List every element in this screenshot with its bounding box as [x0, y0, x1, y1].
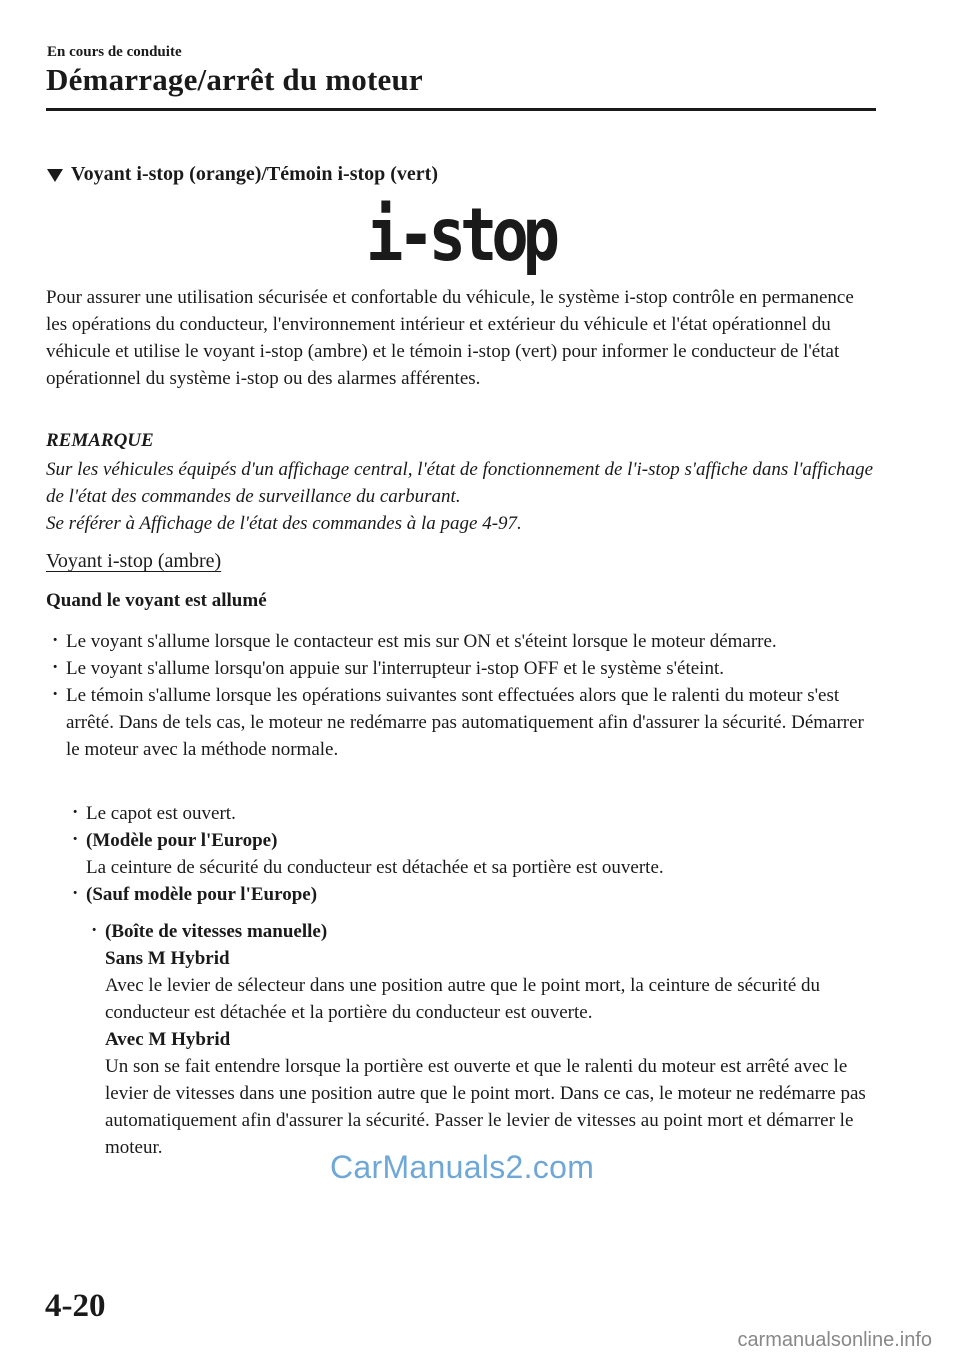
bullet-list-level1 — [46, 628, 880, 763]
list-item-title: · (Boîte de vitesses manuelle) — [105, 921, 328, 942]
list-item: · Le voyant s'allume lorsque le contacteur est mis sur ON et s'éteint lorsque le moteur démarre. — [46, 628, 880, 655]
i-stop-logo-text: i-stop — [366, 192, 554, 278]
list-item-subtitle: Avec M Hybrid — [105, 1029, 231, 1050]
list-item-text: Un son se fait entendre lorsque la portière est ouverte et que le ralenti du moteur est arrêté avec le levier de vitesses dans une position autre que le point mort. Dans ce cas, le moteur ne redémarre pas automatiquement afin d'assurer la sécurité. Passer le levier de vitesses au point mort et démarrer le moteur. — [105, 1056, 866, 1158]
section-heading — [47, 163, 438, 186]
subheading-amber: Voyant i-stop (ambre) — [46, 550, 222, 572]
list-item-text: Avec le levier de sélecteur dans une position autre que le point mort, la ceinture de sécurité du conducteur est détachée et la portière du conducteur est ouverte. — [105, 975, 821, 1023]
bullet-list-level2 — [66, 800, 880, 908]
header-section-label: En cours de conduite — [47, 44, 182, 60]
list-item: · Le voyant s'allume lorsqu'on appuie sur l'interrupteur i-stop OFF et le système s'éteint. — [46, 655, 880, 682]
list-item: · Le capot est ouvert. — [66, 800, 880, 827]
i-stop-indicator-icon — [366, 192, 554, 278]
remark-body — [46, 456, 876, 537]
list-item-subtitle: Sans M Hybrid — [105, 948, 230, 969]
list-item-title: · (Sauf modèle pour l'Europe) — [86, 884, 318, 905]
page-number: 4-20 — [45, 1288, 106, 1324]
remark-title: REMARQUE — [46, 430, 154, 451]
section-heading-text: Voyant i-stop (orange)/Témoin i-stop (vert) — [71, 163, 439, 185]
condition-title: Quand le voyant est allumé — [46, 590, 267, 611]
triangle-down-icon — [47, 169, 63, 182]
watermark: CarManuals2.com — [330, 1149, 595, 1185]
footer-site-label: carmanualsonline.info — [737, 1329, 932, 1351]
page-title: Démarrage/arrêt du moteur — [46, 62, 423, 97]
intro-paragraph: Pour assurer une utilisation sécurisée et confortable du véhicule, le système i-stop contrôle en permanence les opérations du conducteur, l'environnement intérieur et extérieur du véhicule et l'état opérationnel du véhicule et utilise le voyant i-stop (ambre) et le témoin i-stop (vert) pour informer le conducteur de l'état opérationnel du système i-stop ou des alarmes afférentes. — [46, 287, 854, 389]
remark-reference: Se référer à Affichage de l'état des commandes à la page 4-97. — [46, 513, 522, 534]
header-divider — [46, 108, 876, 111]
list-item — [85, 918, 880, 1161]
list-item-title: · (Modèle pour l'Europe) — [86, 830, 278, 851]
list-item: · Le témoin s'allume lorsque les opérations suivantes sont effectuées alors que le ralenti du moteur s'est arrêté. Dans de tels cas, le moteur ne redémarre pas automatiquement afin d'assurer la sécurité. Démarrer le moteur avec la méthode normale. — [46, 682, 880, 763]
list-item — [66, 827, 880, 881]
list-item-text: La ceinture de sécurité du conducteur est détachée et sa portière est ouverte. — [86, 857, 664, 878]
remark-line: Sur les véhicules équipés d'un affichage central, l'état de fonctionnement de l'i-stop s'affiche dans l'affichage de l'état des commandes de surveillance du carburant. — [46, 459, 874, 507]
bullet-list-level3 — [85, 918, 880, 1161]
list-item — [66, 881, 880, 908]
